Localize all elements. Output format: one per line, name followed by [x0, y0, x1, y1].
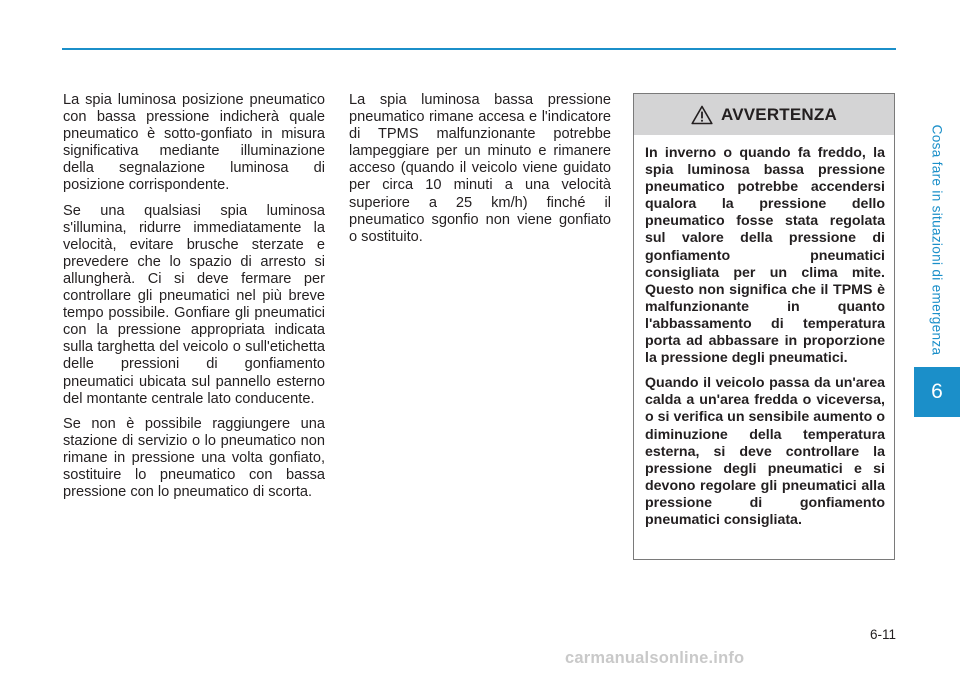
paragraph: Se una qualsiasi spia luminosa s'illumina, ridurre immediatamente la velocità, evitare brusche sterzate e prevedere che lo spazio di arresto si allungherà. Ci si deve fermare per controllare gli pneumatici nel più breve tempo possibile. Gonfiare gli pneumatici con la pressione appropriata indicata sulla targhetta del veicolo o sull'etichetta delle pressioni di gonfiamento pneumatici ubicata sul pannello esterno del montante centrale lato conducente. [63, 202, 325, 407]
text-column-left [63, 92, 325, 509]
warning-body [634, 135, 894, 529]
warning-paragraph: In inverno o quando fa freddo, la spia luminosa bassa pressione pneumatico potrebbe accendersi qualora la pressione dello pneumatico fosse stata regolata sul valore della pressione di gonfiamento pneumatici consigliata per un clima mite. Questo non significa che il TPMS è malfunzionante in quanto l'abbassamento di temperatura porta ad abbassare in proporzione la pressione degli pneumatici. [645, 145, 885, 367]
paragraph: La spia luminosa bassa pressione pneumatico rimane accesa e l'indicatore di TPMS malfunzionante potrebbe lampeggiare per un minuto e rimanere acceso (quando il veicolo viene guidato per circa 10 minuti a una velocità superiore a 25 km/h) finché il pneumatico sgonfio non viene gonfiato o sostituito. [349, 92, 611, 245]
text-column-middle [349, 92, 611, 254]
paragraph: Se non è possibile raggiungere una stazione di servizio o lo pneumatico non rimane in pressione una volta gonfiato, sostituire lo pneumatico con bassa pressione con lo pneumatico di scorta. [63, 415, 325, 501]
warning-title: AVVERTENZA [721, 104, 837, 124]
warning-box [633, 93, 895, 560]
watermark: carmanualsonline.info [565, 649, 745, 667]
chapter-tab [914, 367, 960, 417]
chapter-number: 6 [931, 380, 943, 403]
warning-triangle-icon [691, 105, 713, 125]
warning-paragraph: Quando il veicolo passa da un'area calda a un'area fredda o viceversa, o si verifica un sensibile aumento o diminuzione della temperatura esterna, si deve controllare la pressione degli pneumatici e si devono regolare gli pneumatici alla pressione di gonfiamento pneumatici consigliata. [645, 375, 885, 528]
page-number: 6-11 [869, 627, 896, 642]
paragraph: La spia luminosa posizione pneumatico con bassa pressione indicherà quale pneumatico è sotto-gonfiato in misura significativa mediante illuminazione della segnalazione luminosa di posizione corrispondente. [63, 92, 325, 194]
header-rule [62, 48, 896, 50]
warning-header [634, 94, 894, 135]
section-title: Cosa fare in situazioni di emergenza [929, 124, 945, 356]
